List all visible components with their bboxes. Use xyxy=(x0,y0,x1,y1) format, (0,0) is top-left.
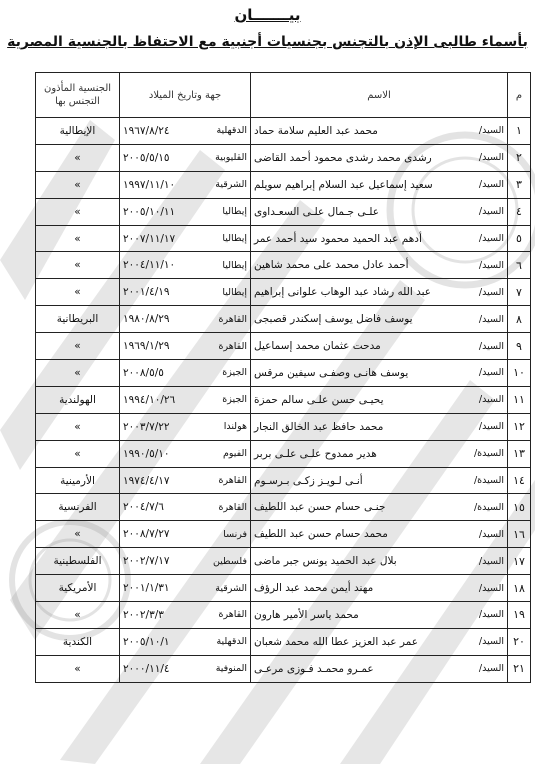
applicant-name: عمـرو محمـد فـوزى مرعـى xyxy=(254,662,374,675)
row-number: ١٩ xyxy=(508,602,531,629)
table-body xyxy=(36,118,531,683)
name-cell xyxy=(251,252,508,279)
birth-place: الجيزة xyxy=(222,394,247,406)
honorific: السيد/ xyxy=(478,528,504,540)
table-row xyxy=(36,467,531,494)
honorific: السيد/ xyxy=(478,663,504,675)
honorific: السيد/ xyxy=(478,394,504,406)
birth-place: فلسطين xyxy=(212,555,247,567)
birth-date: ٢٠٠٢/٣/٣ xyxy=(123,608,164,621)
birth-cell xyxy=(120,575,251,602)
birth-date: ١٩٩٠/٥/١٠ xyxy=(123,447,170,460)
birth-date: ٢٠٠١/١/٣١ xyxy=(123,582,170,595)
nationality-cell: » xyxy=(36,333,120,360)
row-number: ٩ xyxy=(508,333,531,360)
birth-cell xyxy=(120,413,251,440)
birth-date: ٢٠٠٥/٥/١٥ xyxy=(123,151,170,164)
nationality-cell: » xyxy=(36,655,120,682)
applicant-name: رشدى محمد رشدى محمود أحمد القاضى xyxy=(254,151,432,164)
birth-cell xyxy=(120,548,251,575)
row-number: ٦ xyxy=(508,252,531,279)
applicant-name: محمد حسام حسن عبد اللطيف xyxy=(254,528,388,541)
name-cell xyxy=(251,171,508,198)
table-row xyxy=(36,144,531,171)
applicant-name: عبد الله رشاد عبد الوهاب علوانى إبراهيم xyxy=(254,286,432,299)
row-number: ١٥ xyxy=(508,494,531,521)
birth-cell xyxy=(120,118,251,145)
table-row xyxy=(36,602,531,629)
birth-date: ١٩٧٤/٤/١٧ xyxy=(123,474,170,487)
nationality-cell: البريطانية xyxy=(36,306,120,333)
birth-date: ٢٠٠٠/١١/٤ xyxy=(123,662,170,675)
name-cell xyxy=(251,575,508,602)
header-number: م xyxy=(508,73,531,118)
birth-place: الشرقية xyxy=(215,179,247,191)
row-number: ٧ xyxy=(508,279,531,306)
header-birth: جهة وتاريخ الميلاد xyxy=(120,73,251,118)
honorific: السيد/ xyxy=(478,340,504,352)
applicant-name: يوسف هانـى وصفـى سيفين مرقس xyxy=(254,366,409,379)
birth-date: ٢٠٠٨/٥/٥ xyxy=(123,366,164,379)
birth-cell xyxy=(120,198,251,225)
row-number: ١٠ xyxy=(508,360,531,387)
table-row xyxy=(36,252,531,279)
birth-date: ٢٠٠٥/١٠/١ xyxy=(123,635,170,648)
row-number: ٢٠ xyxy=(508,628,531,655)
birth-place: فرنسا xyxy=(223,528,247,540)
honorific: السيد/ xyxy=(478,152,504,164)
birth-date: ٢٠٠٥/١٠/١١ xyxy=(123,205,176,218)
birth-place: هولندا xyxy=(223,421,247,433)
row-number: ١٣ xyxy=(508,440,531,467)
birth-date: ٢٠٠٣/٧/٢٢ xyxy=(123,420,170,433)
nationality-cell: الفلسطينية xyxy=(36,548,120,575)
nationality-cell: » xyxy=(36,252,120,279)
name-cell xyxy=(251,118,508,145)
applicant-name: هدير ممدوح علـى علـى بربر xyxy=(254,447,377,460)
birth-cell xyxy=(120,360,251,387)
honorific: السيد/ xyxy=(478,609,504,621)
birth-place: الدقهلية xyxy=(216,125,247,137)
table-row xyxy=(36,413,531,440)
nationality-cell: » xyxy=(36,360,120,387)
birth-cell xyxy=(120,144,251,171)
birth-place: القاهرة xyxy=(218,313,247,325)
document-subtitle: بأسماء طالبى الإذن بالتجنس بجنسيات أجنبية مع الاحتفاظ بالجنسية المصرية xyxy=(7,34,528,50)
nationality-cell: الإيطالية xyxy=(36,118,120,145)
nationality-cell: » xyxy=(36,602,120,629)
birth-place: إيطاليا xyxy=(222,206,247,218)
name-cell xyxy=(251,467,508,494)
birth-cell xyxy=(120,440,251,467)
nationality-cell: الهولندية xyxy=(36,386,120,413)
birth-date: ٢٠٠٤/١١/١٠ xyxy=(123,259,176,272)
nationality-cell: » xyxy=(36,225,120,252)
birth-date: ٢٠٠٧/١١/١٧ xyxy=(123,232,176,245)
honorific: السيد/ xyxy=(478,233,504,244)
name-cell xyxy=(251,440,508,467)
name-cell xyxy=(251,602,508,629)
name-cell xyxy=(251,144,508,171)
birth-place: الدقهلية xyxy=(216,636,247,648)
birth-place: الشرقية xyxy=(215,582,247,594)
applicant-name: عمر عبد العزيز عطا الله محمد شعبان xyxy=(254,635,419,648)
birth-cell xyxy=(120,306,251,333)
nationality-cell: » xyxy=(36,440,120,467)
row-number: ٢ xyxy=(508,144,531,171)
name-cell xyxy=(251,494,508,521)
nationality-cell: » xyxy=(36,198,120,225)
birth-cell xyxy=(120,333,251,360)
honorific: السيد/ xyxy=(478,179,504,191)
applicant-name: سعيد إسماعيل عبد السلام إبراهيم سويلم xyxy=(254,178,433,191)
birth-date: ١٩٩٧/١١/١٠ xyxy=(123,178,176,191)
birth-cell xyxy=(120,521,251,548)
birth-place: القاهرة xyxy=(218,475,247,487)
row-number: ٣ xyxy=(508,171,531,198)
table-row xyxy=(36,360,531,387)
applicant-name: جنـى حسام حسن عبد اللطيف xyxy=(254,501,386,514)
honorific: السيدة/ xyxy=(473,448,504,460)
birth-cell xyxy=(120,252,251,279)
table-row xyxy=(36,225,531,252)
name-cell xyxy=(251,333,508,360)
name-cell xyxy=(251,521,508,548)
table-row xyxy=(36,386,531,413)
birth-place: إيطاليا xyxy=(222,259,247,271)
name-cell xyxy=(251,548,508,575)
birth-date: ٢٠٠٤/٧/٦ xyxy=(123,501,164,514)
nationality-cell: » xyxy=(36,413,120,440)
honorific: السيد/ xyxy=(478,206,504,218)
table-row xyxy=(36,440,531,467)
table-row xyxy=(36,279,531,306)
name-cell xyxy=(251,306,508,333)
honorific: السيد/ xyxy=(478,367,504,379)
header-nationality: الجنسية المأذون التجنس بها xyxy=(36,73,120,118)
table-header-row xyxy=(36,73,531,118)
row-number: ١٨ xyxy=(508,575,531,602)
applicant-name: يوسف فاضل يوسف إسكندر قصبجى xyxy=(254,313,413,326)
nationality-cell: » xyxy=(36,279,120,306)
table-row xyxy=(36,306,531,333)
honorific: السيد/ xyxy=(478,582,504,594)
birth-place: الفيوم xyxy=(223,448,247,460)
row-number: ٥ xyxy=(508,225,531,252)
row-number: ١١ xyxy=(508,386,531,413)
name-cell xyxy=(251,360,508,387)
birth-place: المنوفية xyxy=(215,663,247,675)
table-row xyxy=(36,575,531,602)
birth-cell xyxy=(120,467,251,494)
honorific: السيد/ xyxy=(478,286,504,298)
nationality-cell: » xyxy=(36,171,120,198)
birth-cell xyxy=(120,494,251,521)
birth-place: القاهرة xyxy=(218,609,247,621)
applicant-name: أنـى لـويـز زكـى بـرسـوم xyxy=(254,474,363,487)
applicants-table xyxy=(35,72,531,683)
birth-place: القليوبية xyxy=(215,152,247,164)
table-row xyxy=(36,655,531,682)
name-cell xyxy=(251,655,508,682)
birth-cell xyxy=(120,225,251,252)
birth-date: ٢٠٠١/٤/١٩ xyxy=(123,286,170,299)
name-cell xyxy=(251,279,508,306)
row-number: ١٢ xyxy=(508,413,531,440)
birth-date: ١٩٦٩/١/٢٩ xyxy=(123,340,170,353)
birth-date: ١٩٩٤/١٠/٢٦ xyxy=(123,393,176,406)
table-row xyxy=(36,198,531,225)
honorific: السيد/ xyxy=(478,421,504,433)
nationality-cell: » xyxy=(36,521,120,548)
honorific: السيدة/ xyxy=(473,501,504,513)
applicant-name: محمد ياسر الأمير هارون xyxy=(254,608,359,621)
birth-date: ١٩٨٠/٨/٢٩ xyxy=(123,313,170,326)
table-row xyxy=(36,333,531,360)
table-row xyxy=(36,628,531,655)
document-title: بيـــــــان xyxy=(234,6,301,24)
applicant-name: مهند أيمن محمد عبد الرؤف xyxy=(254,582,374,595)
birth-place: الجيزة xyxy=(222,367,247,379)
applicant-name: مدحت عثمان محمد إسماعيل xyxy=(254,340,381,353)
applicant-name: محمد حافظ عبد الخالق النجار xyxy=(254,420,384,433)
nationality-cell: الكندية xyxy=(36,628,120,655)
birth-cell xyxy=(120,171,251,198)
honorific: السيد/ xyxy=(478,636,504,648)
birth-place: إيطاليا xyxy=(222,233,247,244)
name-cell xyxy=(251,225,508,252)
row-number: ١ xyxy=(508,118,531,145)
applicant-name: علـى جـمال علـى السعـداوى xyxy=(254,205,379,218)
applicant-name: بلال عبد الحميد يونس جبر ماضى xyxy=(254,555,397,568)
birth-date: ٢٠٠٢/٧/١٧ xyxy=(123,555,170,568)
birth-cell xyxy=(120,602,251,629)
honorific: السيد/ xyxy=(478,313,504,325)
nationality-cell: الفرنسية xyxy=(36,494,120,521)
row-number: ٤ xyxy=(508,198,531,225)
header-name: الاسم xyxy=(251,73,508,118)
row-number: ١٦ xyxy=(508,521,531,548)
name-cell xyxy=(251,628,508,655)
birth-date: ١٩٦٧/٨/٢٤ xyxy=(123,124,170,137)
honorific: السيد/ xyxy=(478,555,504,567)
birth-place: القاهرة xyxy=(218,501,247,513)
name-cell xyxy=(251,413,508,440)
nationality-cell: » xyxy=(36,144,120,171)
birth-cell xyxy=(120,655,251,682)
nationality-cell: الأرمينية xyxy=(36,467,120,494)
name-cell xyxy=(251,386,508,413)
applicant-name: محمد عبد العليم سلامة حماد xyxy=(254,124,378,137)
honorific: السيدة/ xyxy=(473,475,504,487)
name-cell xyxy=(251,198,508,225)
table-row xyxy=(36,548,531,575)
birth-place: إيطاليا xyxy=(222,286,247,298)
applicant-name: يحيـى حسن علـى سالم حمزة xyxy=(254,393,384,406)
applicant-name: أدهم عبد الحميد محمود سيد أحمد عمر xyxy=(254,232,422,245)
nationality-cell: الأمريكية xyxy=(36,575,120,602)
row-number: ١٤ xyxy=(508,467,531,494)
applicant-name: أحمد عادل محمد على محمد شاهين xyxy=(254,259,409,272)
table-row xyxy=(36,118,531,145)
honorific: السيد/ xyxy=(478,259,504,271)
birth-date: ٢٠٠٨/٧/٢٧ xyxy=(123,528,170,541)
birth-cell xyxy=(120,386,251,413)
row-number: ١٧ xyxy=(508,548,531,575)
birth-cell xyxy=(120,279,251,306)
table-row xyxy=(36,521,531,548)
row-number: ٢١ xyxy=(508,655,531,682)
row-number: ٨ xyxy=(508,306,531,333)
birth-place: القاهرة xyxy=(218,340,247,352)
table-row xyxy=(36,494,531,521)
table-row xyxy=(36,171,531,198)
birth-cell xyxy=(120,628,251,655)
honorific: السيد/ xyxy=(478,125,504,137)
